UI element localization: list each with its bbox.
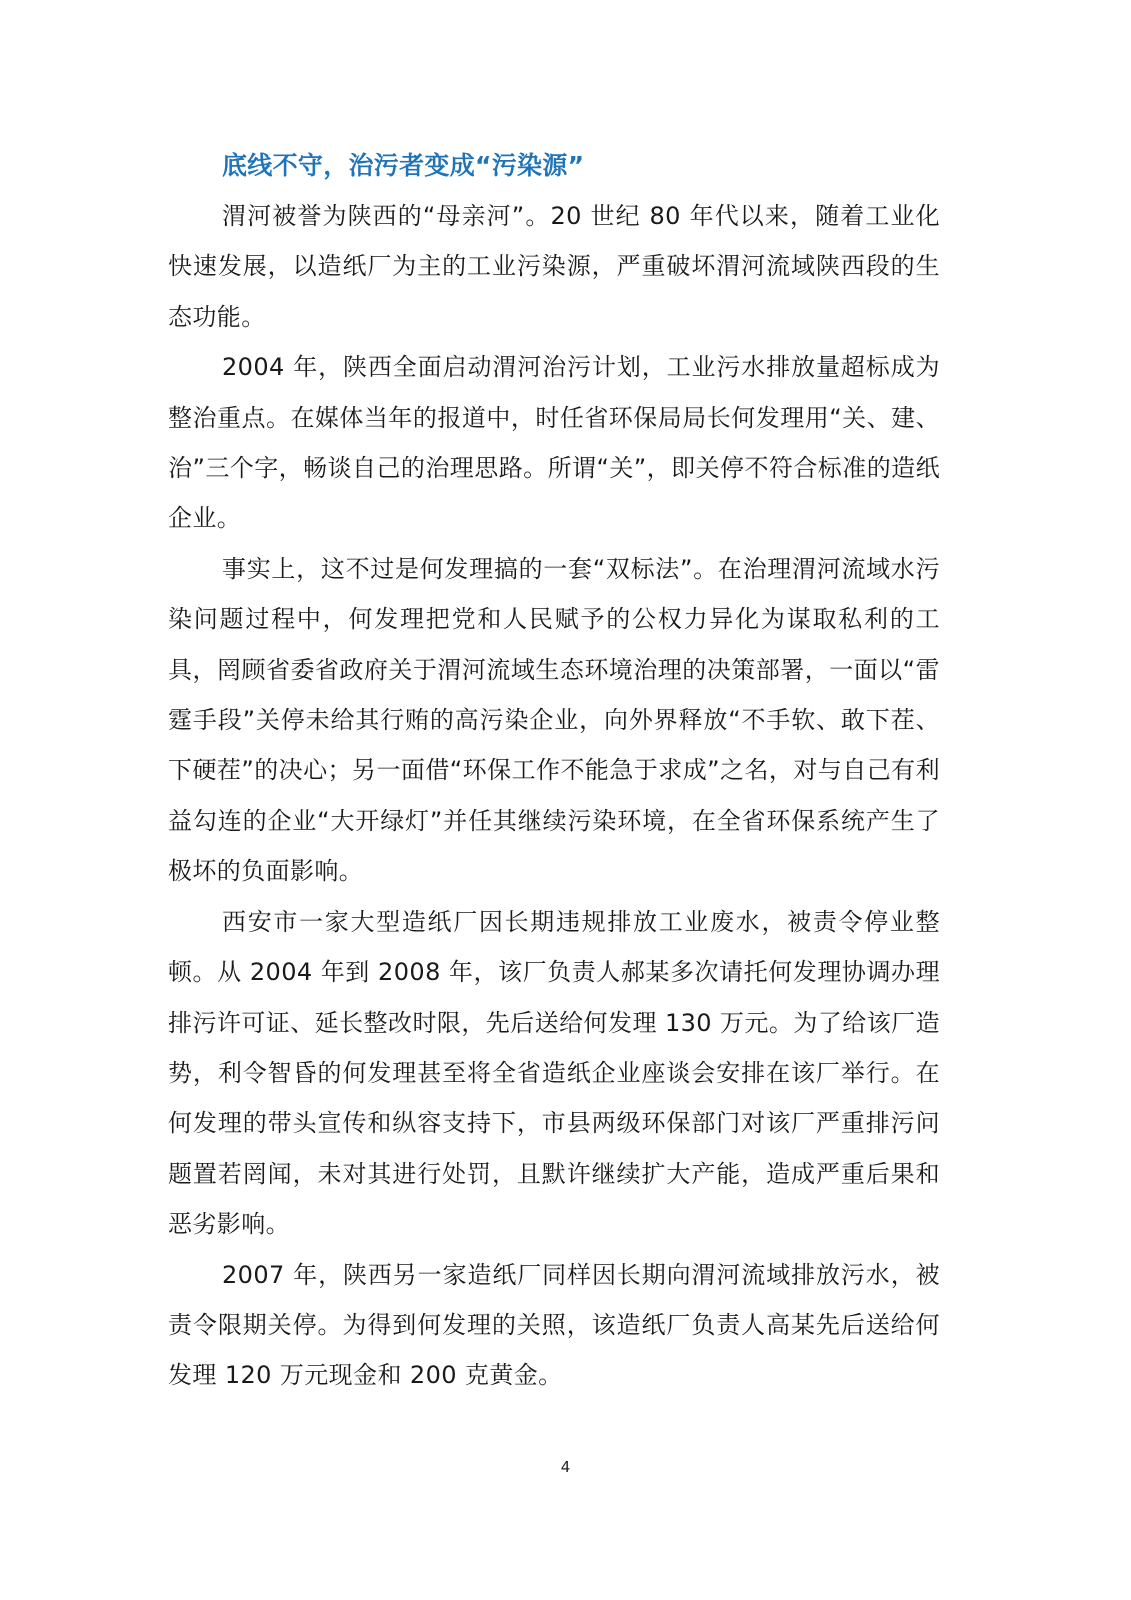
section-heading: 底线不守，治污者变成“污染源” bbox=[222, 151, 585, 180]
paragraph-4: 西安市一家大型造纸厂因长期违规排放工业废水，被责令停业整顿。从 2004 年到 2008 年，该厂负责人郝某多次请托何发理协调办理排污许可证、延长整改时限，先后送给何发理 130 万元。为了给该厂造势，利令智昏的何发理甚至将全省造纸企业座谈会安排在该厂举行。在何发理的带头宣传和纵容支持下，市县两级环保部门对该厂严重排污问题置若罔闻，未对其进行处罚，且默许继续扩大产能，造成严重后果和恶劣影响。 bbox=[168, 907, 940, 1239]
paragraph-3: 事实上，这不过是何发理搞的一套“双标法”。在治理渭河流域水污染问题过程中，何发理把党和人民赋予的公权力异化为谋取私利的工具，罔顾省委省政府关于渭河流域生态环境治理的决策部署，一面以“雷霆手段”关停未给其行贿的高污染企业，向外界释放“不手软、敢下茬、下硬茬”的决心；另一面借“环保工作不能急于求成”之名，对与自己有利益勾连的企业“大开绿灯”并任其继续污染环境，在全省环保系统产生了极坏的负面影响。 bbox=[168, 554, 940, 886]
paragraph-5: 2007 年，陕西另一家造纸厂同样因长期向渭河流域排放污水，被责令限期关停。为得到何发理的关照，该造纸厂负责人高某先后送给何发理 120 万元现金和 200 克黄金。 bbox=[168, 1260, 940, 1390]
page-number: 4 bbox=[560, 1458, 571, 1476]
article-body bbox=[168, 141, 940, 1401]
paragraph-1: 渭河被誉为陕西的“母亲河”。20 世纪 80 年代以来，随着工业化快速发展，以造纸厂为主的工业污染源，严重破坏渭河流域陕西段的生态功能。 bbox=[168, 202, 940, 331]
paragraph-2: 2004 年，陕西全面启动渭河治污计划，工业污水排放量超标成为整治重点。在媒体当年的报道中，时任省环保局局长何发理用“关、建、治”三个字，畅谈自己的治理思路。所谓“关”，即关停不符合标准的造纸企业。 bbox=[168, 353, 940, 533]
